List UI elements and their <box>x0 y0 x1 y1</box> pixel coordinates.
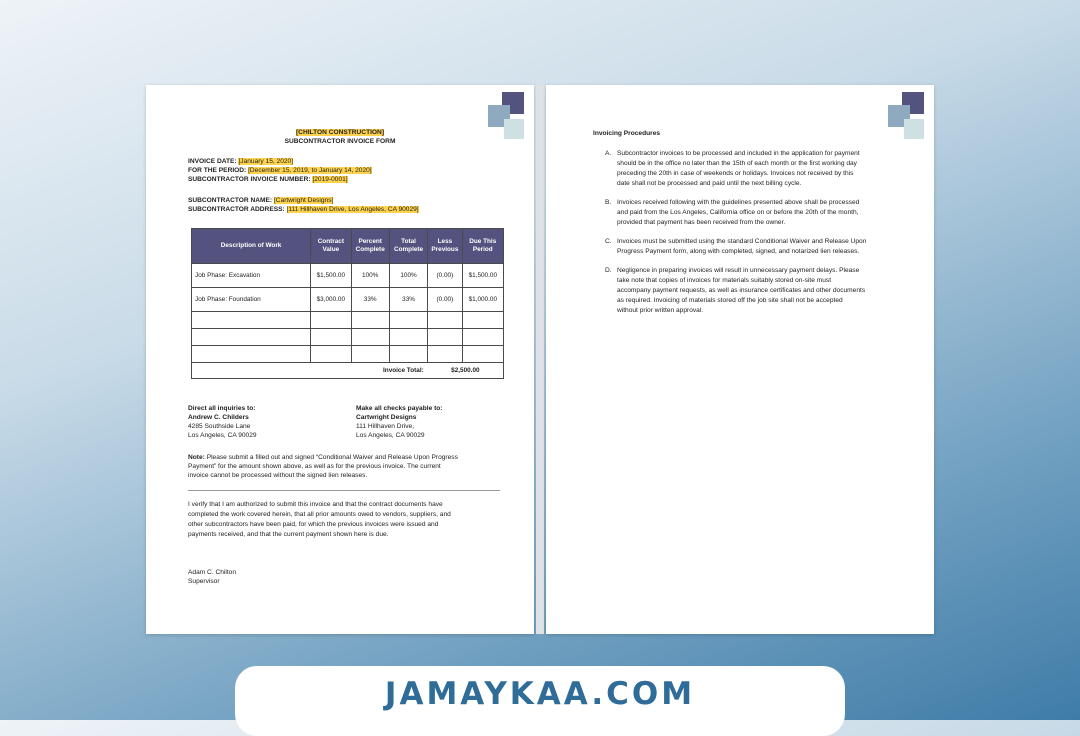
inquiries-city: Los Angeles, CA 90029 <box>188 432 257 439</box>
company-name: [CHILTON CONSTRUCTION] <box>295 129 385 136</box>
verification-line: payments received, and that the current payment shown here is due. <box>188 531 389 538</box>
site-banner <box>235 666 845 736</box>
table-cell: 100% <box>351 264 389 288</box>
procedure-item: A. Subcontractor invoices to be processed and included in the application for payment should be in the office no later than the 15th of each month or the first working day preceding the 20th in case of weekends or holidays. Invoices not received by this date shall not be processed and paid until the next billing cycle. <box>605 150 860 187</box>
inquiries-heading: Direct all inquiries to: <box>188 405 256 412</box>
table-cell: 100% <box>389 264 427 288</box>
period-line: FOR THE PERIOD: [December 15, 2019, to January 14, 2020] <box>188 167 372 174</box>
checks-payee-name: Cartwright Designs <box>356 414 417 421</box>
table-cell: $1,500.00 <box>311 264 351 288</box>
table-cell: (0.00) <box>428 264 462 288</box>
verification-line: I verify that I am authorized to submit this invoice and that the contract documents have <box>188 501 443 508</box>
inquiries-street: 4285 Southside Lane <box>188 423 251 430</box>
column-header: Percent Complete <box>351 229 389 264</box>
procedures-page <box>546 85 934 634</box>
note-line: Payment” for the amount shown above, as well as for the previous invoice. The current <box>188 463 441 470</box>
verification-line: other subcontractors have been paid, for which the previous invoices were issued and <box>188 521 439 528</box>
invoice-total-label: Invoice Total: <box>192 363 428 379</box>
table-header-row <box>192 229 504 264</box>
checks-heading: Make all checks payable to: <box>356 405 443 412</box>
site-name[interactable]: JAMAYKAA.COM <box>384 676 696 712</box>
table-cell: (0.00) <box>428 288 462 312</box>
procedure-item: D. Negligence in preparing invoices will result in unnecessary payment delays. Please take note that copies of invoices for materials suitably stored on-site must accompany payment requests, as well as insurance certificates and other documents as required. Invoicing of materials stored off the job site shall not be accepted without prior written approval. <box>605 267 866 314</box>
procedures-heading: Invoicing Procedures <box>593 130 661 137</box>
invoice-total-value: $2,500.00 <box>428 363 504 379</box>
table-cell: $1,500.00 <box>462 264 503 288</box>
subcontractor-address-line: SUBCONTRACTOR ADDRESS: [111 Hillhaven Drive, Los Angeles, CA 90029] <box>188 206 419 213</box>
empty-table-row <box>192 329 504 346</box>
checks-street: 111 Hillhaven Drive, <box>356 423 415 430</box>
table-row <box>192 264 504 288</box>
column-header: Contract Value <box>311 229 351 264</box>
subcontractor-name-line: SUBCONTRACTOR NAME: [Cartwright Designs] <box>188 197 334 204</box>
column-header: Total Complete <box>389 229 427 264</box>
column-header: Less Previous <box>428 229 462 264</box>
procedure-item: B. Invoices received following with the guidelines presented above shall be processed and paid from the Los Angeles, California office on or before the 20th of the month, provided that payment has been received from the owner. <box>605 199 860 226</box>
column-header: Due This Period <box>462 229 503 264</box>
checks-city: Los Angeles, CA 90029 <box>356 432 425 439</box>
inquiries-name: Andrew C. Childers <box>188 414 249 421</box>
invoice-date-line: INVOICE DATE: [January 15, 2020] <box>188 158 294 165</box>
page-gap <box>536 85 544 634</box>
column-header: Description of Work <box>192 229 311 264</box>
empty-table-row <box>192 346 504 363</box>
table-cell: 33% <box>389 288 427 312</box>
signer-title: Supervisor <box>188 578 220 585</box>
verification-line: completed the work covered herein, that all prior amounts owed to vendors, suppliers, and <box>188 511 451 518</box>
procedure-item: C. Invoices must be submitted using the standard Conditional Waiver and Release Upon Progress Payment form, along with completed, signed, and notarized lien releases. <box>605 238 867 255</box>
table-cell: 33% <box>351 288 389 312</box>
invoice-number-line: SUBCONTRACTOR INVOICE NUMBER: [2019-0001] <box>188 176 348 183</box>
signer-name: Adam C. Chilton <box>188 569 237 576</box>
note-line: Note: Please submit a filled out and signed “Conditional Waiver and Release Upon Progress <box>188 454 458 461</box>
table-cell: Job Phase: Excavation <box>192 264 311 288</box>
form-title: SUBCONTRACTOR INVOICE FORM <box>284 138 396 145</box>
note-line: invoice cannot be processed without the signed lien releases. <box>188 472 368 479</box>
invoice-table <box>191 228 504 379</box>
divider <box>188 490 500 491</box>
empty-table-row <box>192 312 504 329</box>
table-cell: Job Phase: Foundation <box>192 288 311 312</box>
table-cell: $3,000.00 <box>311 288 351 312</box>
corner-decoration <box>888 92 924 140</box>
invoice-total-row <box>192 363 504 379</box>
table-cell: $1,000.00 <box>462 288 503 312</box>
table-row <box>192 288 504 312</box>
invoice-page <box>146 85 534 634</box>
